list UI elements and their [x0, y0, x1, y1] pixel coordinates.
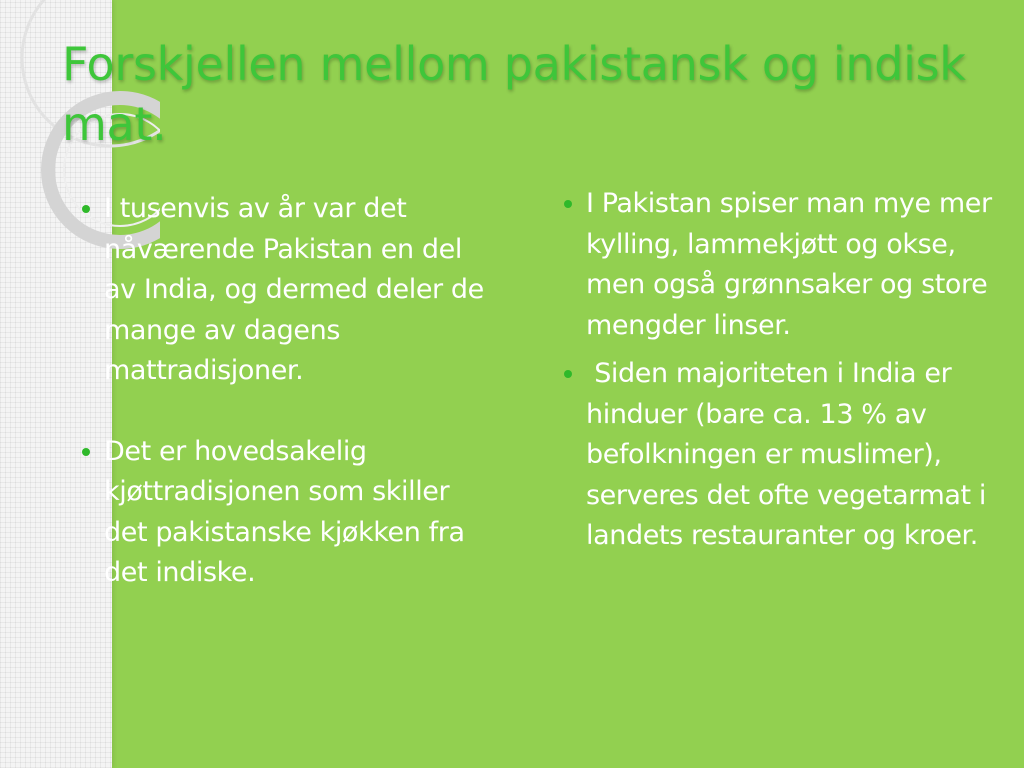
bullet-text: Siden majoriteten i India er hinduer (bare ca. 13 % av befolkningen er muslimer), serveres det ofte vegetarmat i landets restauranter og kroer. [586, 358, 995, 551]
bullet-dot-icon [82, 205, 90, 213]
slide-title: Forskjellen mellom pakistansk og indisk mat. [62, 37, 966, 151]
bullet-text: Det er hovedsakelig kjøttradisjonen som skiller det pakistanske kjøkken fra det indiske. [104, 435, 465, 588]
list-item [72, 432, 492, 594]
list-item [554, 354, 994, 557]
list-item [554, 184, 994, 346]
bullet-text: I tusenvis av år var det nåværende Pakistan en del av India, og dermed deler de mange av dagens mattradisjoner. [104, 193, 484, 386]
bullet-text: I Pakistan spiser man mye mer kylling, lammekjøtt og okse, men også grønnsaker og store mengder linser. [586, 188, 992, 341]
bullet-dot-icon [564, 200, 572, 208]
list-item [72, 189, 492, 392]
bullet-dot-icon [82, 448, 90, 456]
right-bullet-list [554, 184, 994, 557]
left-bullet-list [72, 189, 492, 594]
bullet-dot-icon [564, 370, 572, 378]
